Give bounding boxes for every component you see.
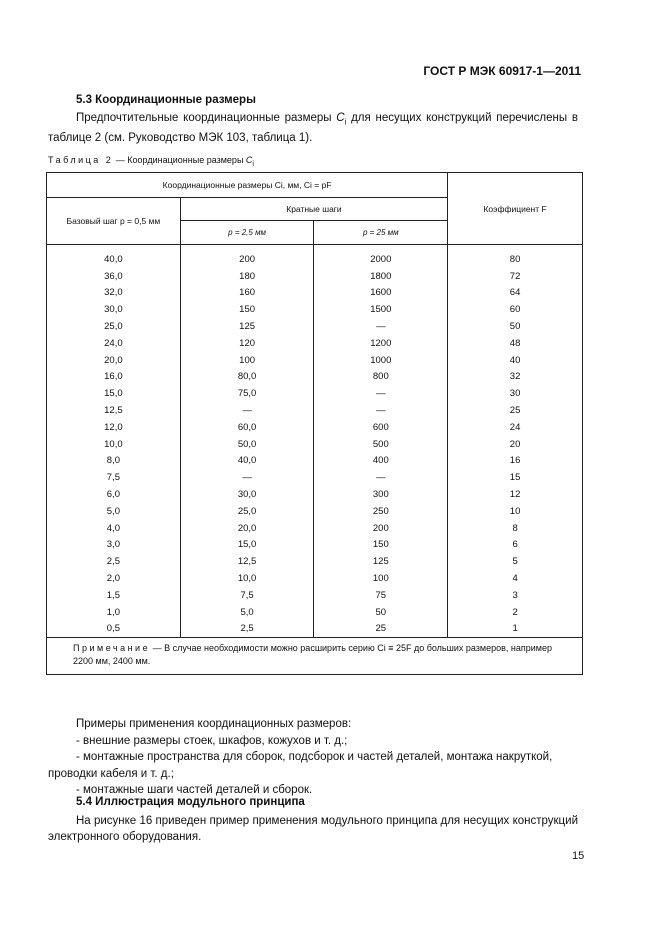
page-number: 15 xyxy=(572,850,585,862)
table-cell: 100 xyxy=(314,570,448,587)
table-cell: 1 xyxy=(448,621,583,638)
table-cell: 10,0 xyxy=(180,570,314,587)
intro-text-a: Предпочтительные координационные размеры xyxy=(76,112,337,124)
table-cell: 1000 xyxy=(314,352,448,369)
table-row xyxy=(47,352,583,369)
table-cell: — xyxy=(314,469,448,486)
intro-text-b: для несущих конструкций перечислены в таблице 2 (см. Руководство МЭК 103, таблица 1). xyxy=(48,112,578,145)
table-row xyxy=(47,486,583,503)
table-cell: — xyxy=(314,318,448,335)
table-row xyxy=(47,537,583,554)
table-cell: 60,0 xyxy=(180,419,314,436)
table-cell: 2000 xyxy=(314,245,448,268)
table-cell: 1200 xyxy=(314,335,448,352)
table-cell: 12 xyxy=(448,486,583,503)
table-cell: 25 xyxy=(448,402,583,419)
table-row xyxy=(47,419,583,436)
table-cell: 150 xyxy=(180,301,314,318)
table-row xyxy=(47,245,583,268)
table-caption-var: C xyxy=(245,155,253,165)
table-cell: 15,0 xyxy=(47,385,181,402)
table-cell: 200 xyxy=(314,520,448,537)
table-cell: 24,0 xyxy=(47,335,181,352)
table-cell: 7,5 xyxy=(47,469,181,486)
table-cell: 30 xyxy=(448,385,583,402)
table-row xyxy=(47,369,583,386)
table-cell: 60 xyxy=(448,301,583,318)
table-caption-label: Таблица 2 xyxy=(48,155,114,165)
note-label: Примечание xyxy=(73,643,151,654)
table-cell: 30,0 xyxy=(47,301,181,318)
table-note xyxy=(47,638,583,675)
header-p-25: p = 25 мм xyxy=(314,221,448,245)
table-cell: — xyxy=(180,402,314,419)
header-coord-sizes: Координационные размеры Ci, мм, Ci = pF xyxy=(47,173,448,198)
table-cell: 2,0 xyxy=(47,570,181,587)
table-cell: 8 xyxy=(448,520,583,537)
table-cell: 16 xyxy=(448,453,583,470)
header-multiples: Кратные шаги xyxy=(180,198,447,221)
table-cell: 125 xyxy=(314,553,448,570)
header-base-step: Базовый шаг p = 0,5 мм xyxy=(47,198,181,245)
table-cell: 32 xyxy=(448,369,583,386)
examples-block xyxy=(48,716,578,799)
table-cell: 20,0 xyxy=(47,352,181,369)
table-cell: 2 xyxy=(448,604,583,621)
table-cell: 300 xyxy=(314,486,448,503)
table-cell: 2,5 xyxy=(47,553,181,570)
table-cell: 30,0 xyxy=(180,486,314,503)
table-row xyxy=(47,335,583,352)
table-cell: 15,0 xyxy=(180,537,314,554)
table-cell: 3 xyxy=(448,587,583,604)
table-row xyxy=(47,402,583,419)
table-cell: 0,5 xyxy=(47,621,181,638)
table-cell: 8,0 xyxy=(47,453,181,470)
table-row xyxy=(47,570,583,587)
table-cell: 6 xyxy=(448,537,583,554)
header-coefficient: Коэффициент F xyxy=(448,173,583,245)
table-cell: — xyxy=(180,469,314,486)
example-item: - монтажные шаги частей деталей и сборок. xyxy=(76,784,313,796)
table-caption xyxy=(48,155,254,168)
table-cell: 12,0 xyxy=(47,419,181,436)
table-cell: 40,0 xyxy=(47,245,181,268)
section-5-3-title: 5.3 Координационные размеры xyxy=(76,94,256,106)
table-cell: 1800 xyxy=(314,268,448,285)
example-item: - монтажные пространства для сборок, подсборок и частей деталей, монтажа накруткой, проводки кабеля и т. д.; xyxy=(48,751,553,780)
table-row xyxy=(47,318,583,335)
table-row xyxy=(47,503,583,520)
table-cell: 600 xyxy=(314,419,448,436)
table-cell: 20,0 xyxy=(180,520,314,537)
table-row xyxy=(47,436,583,453)
intro-var: C xyxy=(336,112,345,124)
table-cell: 10,0 xyxy=(47,436,181,453)
table-row xyxy=(47,621,583,638)
table-cell: 3,0 xyxy=(47,537,181,554)
table-cell: 1600 xyxy=(314,285,448,302)
table-cell: 500 xyxy=(314,436,448,453)
table-cell: 5 xyxy=(448,553,583,570)
table-cell: 12,5 xyxy=(180,553,314,570)
table-caption-text: — Координационные размеры xyxy=(113,155,246,165)
table-cell: 25,0 xyxy=(47,318,181,335)
table-cell: 800 xyxy=(314,369,448,386)
table-cell: 250 xyxy=(314,503,448,520)
table-cell: 50 xyxy=(448,318,583,335)
table-cell: 50,0 xyxy=(180,436,314,453)
table-cell: — xyxy=(314,385,448,402)
table-cell: 40 xyxy=(448,352,583,369)
header-p-2-5: p = 2,5 мм xyxy=(180,221,314,245)
table-cell: 7,5 xyxy=(180,587,314,604)
table-cell: 180 xyxy=(180,268,314,285)
table-cell: 36,0 xyxy=(47,268,181,285)
document-id: ГОСТ Р МЭК 60917-1—2011 xyxy=(423,64,581,78)
table-row xyxy=(47,520,583,537)
table-cell: 120 xyxy=(180,335,314,352)
note-text: — В случае необходимости можно расширить серию Ci ≡ 25F до больших размеров, например 2200 мм, 2400 мм. xyxy=(73,643,552,667)
table-cell: 400 xyxy=(314,453,448,470)
table-cell: 4 xyxy=(448,570,583,587)
table-row xyxy=(47,301,583,318)
table-cell: 1,5 xyxy=(47,587,181,604)
table-cell: 5,0 xyxy=(47,503,181,520)
section-5-3-paragraph xyxy=(48,110,578,146)
examples-intro: Примеры применения координационных размеров: xyxy=(76,718,352,730)
table-row xyxy=(47,604,583,621)
table-cell: 50 xyxy=(314,604,448,621)
table-cell: 125 xyxy=(180,318,314,335)
table-cell: 75,0 xyxy=(180,385,314,402)
example-item: - внешние размеры стоек, шкафов, кожухов и т. д.; xyxy=(76,734,348,747)
table-cell: 12,5 xyxy=(47,402,181,419)
table-row xyxy=(47,553,583,570)
table-cell: 1500 xyxy=(314,301,448,318)
table-cell: 80 xyxy=(448,245,583,268)
table-cell: 200 xyxy=(180,245,314,268)
section-5-4-title: 5.4 Иллюстрация модульного принципа xyxy=(76,796,305,808)
table-cell: 16,0 xyxy=(47,369,181,386)
table-cell: 5,0 xyxy=(180,604,314,621)
table-cell: 1,0 xyxy=(47,604,181,621)
table-cell: 150 xyxy=(314,537,448,554)
table-body xyxy=(47,245,583,638)
table-cell: 2,5 xyxy=(180,621,314,638)
section-5-4-paragraph: На рисунке 16 приведен пример применения модульного принципа для несущих конструкций электронного оборудования. xyxy=(48,815,578,843)
table-cell: 10 xyxy=(448,503,583,520)
table-cell: 100 xyxy=(180,352,314,369)
table-cell: 25 xyxy=(314,621,448,638)
table-cell: 40,0 xyxy=(180,453,314,470)
coordination-sizes-table xyxy=(46,172,583,675)
table-cell: 75 xyxy=(314,587,448,604)
table-row xyxy=(47,285,583,302)
table-cell: 64 xyxy=(448,285,583,302)
table-cell: 20 xyxy=(448,436,583,453)
table-caption-sub: i xyxy=(252,160,254,168)
intro-sub: i xyxy=(344,117,347,127)
table-cell: 15 xyxy=(448,469,583,486)
table-cell: 6,0 xyxy=(47,486,181,503)
table-row xyxy=(47,385,583,402)
table-row xyxy=(47,453,583,470)
table-row xyxy=(47,587,583,604)
table-cell: 32,0 xyxy=(47,285,181,302)
table-cell: 4,0 xyxy=(47,520,181,537)
table-cell: 24 xyxy=(448,419,583,436)
table-cell: 48 xyxy=(448,335,583,352)
table-row xyxy=(47,469,583,486)
table-row xyxy=(47,268,583,285)
table-cell: — xyxy=(314,402,448,419)
table-cell: 72 xyxy=(448,268,583,285)
table-cell: 80,0 xyxy=(180,369,314,386)
table-cell: 25,0 xyxy=(180,503,314,520)
table-cell: 160 xyxy=(180,285,314,302)
